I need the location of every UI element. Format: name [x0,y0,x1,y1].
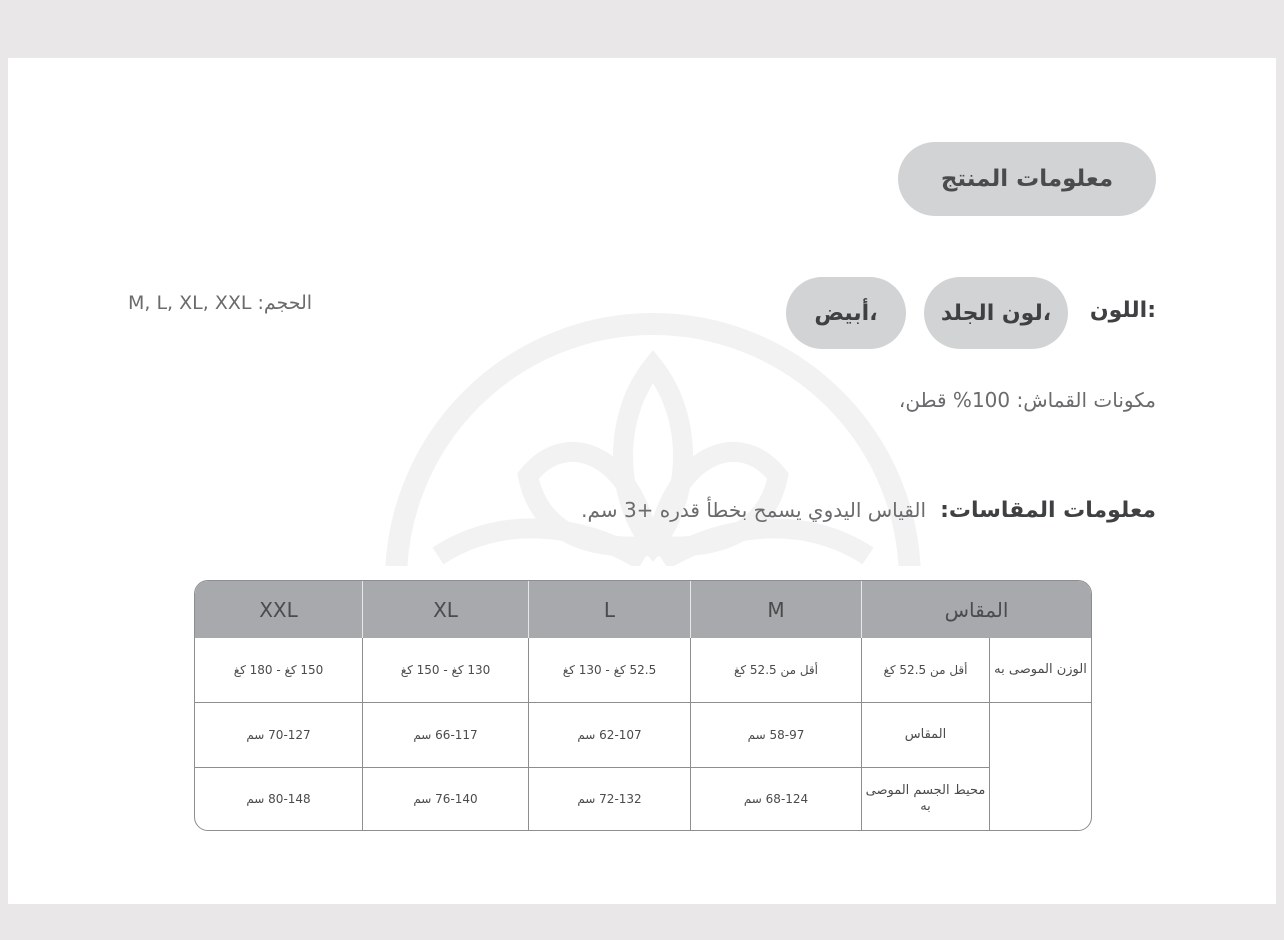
table-row-label: الوزن الموصى به [989,638,1091,702]
table-cell: 58-97 سم [690,702,861,767]
table-cell: 150 كغ - 180 كغ [233,662,324,677]
product-info-card [8,58,1276,904]
size-info [128,292,428,314]
fabric-composition: مكونات القماش: 100% قطن، [898,388,1156,412]
table-cell: 80-148 سم [195,767,362,830]
table-header-row [195,581,1091,638]
size-table [194,580,1092,831]
table-cell: أقل من 52.5 كغ [690,638,861,702]
table-cell: 52.5 كغ - 130 كغ [528,638,690,702]
table-cell: 68-124 سم [690,767,861,830]
table-cell: 76-140 سم [362,767,528,830]
table-header-xl: XL [362,581,528,638]
table-header-size: المقاس [861,581,1091,638]
measurement-note: القياس اليدوي يسمح بخطأ قدره +3 سم. [581,498,927,522]
table-row [195,767,1091,830]
section-title: معلومات المنتج [898,142,1156,216]
measurement-info [581,498,1156,523]
table-cell: أقل من 52.5 كغ [861,638,989,702]
table-header-xxl: XXL [195,581,362,638]
table-header-m: M [690,581,861,638]
table-row-label: المقاس [861,702,989,767]
color-option-white[interactable]: أبيض، [786,277,906,349]
table-row [195,638,1091,702]
color-option-skin[interactable]: لون الجلد، [924,277,1068,349]
table-cell: 70-127 سم [195,702,362,767]
table-cell: 72-132 سم [528,767,690,830]
size-value: M, L, XL, XXL [128,292,252,314]
color-label: اللون: [1089,298,1156,323]
table-empty-cell [989,702,1091,830]
table-header-l: L [528,581,690,638]
table-cell: 130 كغ - 150 كغ [362,638,528,702]
size-label: الحجم: [257,292,313,314]
table-cell: 66-117 سم [362,702,528,767]
measurement-label: معلومات المقاسات: [940,498,1156,523]
table-row-label: محيط الجسم الموصى به [861,767,989,830]
table-cell: 62-107 سم [528,702,690,767]
table-row [195,702,1091,767]
